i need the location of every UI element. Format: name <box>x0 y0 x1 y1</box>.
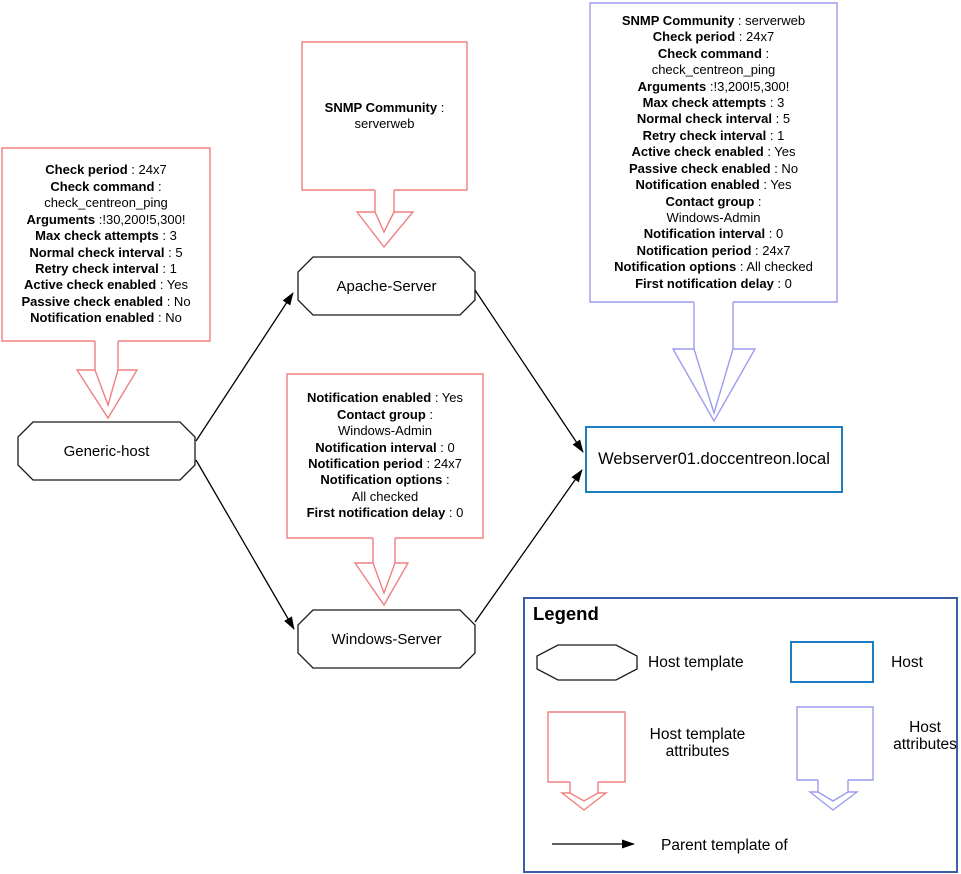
attribute-line: SNMP Community : <box>324 99 445 115</box>
snmp-template-attributes-arrow <box>357 190 413 247</box>
attribute-line: Contact group : <box>665 193 762 209</box>
attribute-line: Retry check interval : 1 <box>35 260 177 276</box>
attribute-line: Contact group : <box>336 406 434 422</box>
attribute-line: Notification options : All checked <box>614 259 813 275</box>
attribute-line: Notification enabled : Yes <box>635 177 792 193</box>
generic-template-attributes-arrow <box>77 341 137 418</box>
attribute-line: Passive check enabled : No <box>628 160 799 176</box>
windows-server-label: Windows-Server <box>331 630 442 648</box>
attribute-line: Active check enabled : Yes <box>631 144 796 160</box>
attribute-line: Notification options : <box>320 472 450 488</box>
webserver-host-label: Webserver01.doccentreon.local <box>598 450 830 468</box>
attribute-line: Notification enabled : No <box>30 310 182 326</box>
legend-host-template-attributes-arrow <box>548 712 625 810</box>
legend-parent-template-label: Parent template of <box>661 837 788 854</box>
attribute-line: Normal check interval : 5 <box>636 111 791 127</box>
attribute-line: check_centreon_ping <box>44 195 168 211</box>
attribute-line: Retry check interval : 1 <box>642 127 785 143</box>
legend-host-template-label: Host template <box>648 654 744 671</box>
attribute-line: Notification interval : 0 <box>315 439 455 455</box>
attribute-line: Arguments :!3,200!5,300! <box>637 78 790 94</box>
generic-host-label: Generic-host <box>63 442 150 460</box>
attribute-line: check_centreon_ping <box>651 62 776 78</box>
attribute-line: Active check enabled : Yes <box>23 277 189 293</box>
attribute-line: All checked <box>351 488 419 504</box>
attribute-line: Notification interval : 0 <box>643 226 784 242</box>
edge-apache-to-host <box>475 290 583 452</box>
snmp-template-attributes-text <box>303 44 466 188</box>
host-attributes-arrow <box>673 302 755 421</box>
attribute-line: Notification period : 24x7 <box>308 456 462 471</box>
attribute-line: First notification delay : 0 <box>635 275 792 291</box>
notification-template-attributes-arrow <box>355 538 408 605</box>
apache-server-label: Apache-Server <box>336 277 437 295</box>
legend-host-attributes-label: Host attributes <box>893 719 957 753</box>
attribute-line: First notification delay : 0 <box>306 505 464 521</box>
notification-template-attributes-text <box>288 376 482 536</box>
attribute-line: Arguments :!30,200!5,300! <box>26 211 186 227</box>
attribute-line: Max check attempts : 3 <box>35 228 177 244</box>
attribute-line: Notification enabled : Yes <box>306 390 464 406</box>
attribute-line: Windows-Admin <box>338 423 432 439</box>
attribute-line: Windows-Admin <box>666 209 761 225</box>
attribute-line: Check command : <box>50 178 162 194</box>
attribute-line: Normal check interval : 5 <box>29 244 183 260</box>
attribute-line: Check command : <box>657 45 770 61</box>
legend-host-label: Host <box>891 654 923 671</box>
attribute-line: Check period : 24x7 <box>652 29 775 45</box>
host-attributes-text <box>591 5 836 300</box>
legend-host-attributes-arrow <box>797 707 873 810</box>
attribute-line: Notification period : 24x7 <box>636 242 791 258</box>
edge-generic-to-windows <box>196 460 294 629</box>
edge-windows-to-host <box>475 470 582 622</box>
attribute-line: serverweb <box>354 116 415 131</box>
legend-title: Legend <box>533 603 599 624</box>
legend-host-rect <box>791 642 873 682</box>
attribute-line: SNMP Community : serverweb <box>621 13 806 29</box>
legend-host-template-octagon <box>537 645 637 680</box>
attribute-line: Max check attempts : 3 <box>642 95 785 111</box>
attribute-line: Check period : 24x7 <box>45 162 167 178</box>
attribute-line: Passive check enabled : No <box>21 293 191 309</box>
generic-template-attributes-text <box>3 150 209 339</box>
legend-host-template-attributes-label: Host template attributes <box>649 726 746 760</box>
